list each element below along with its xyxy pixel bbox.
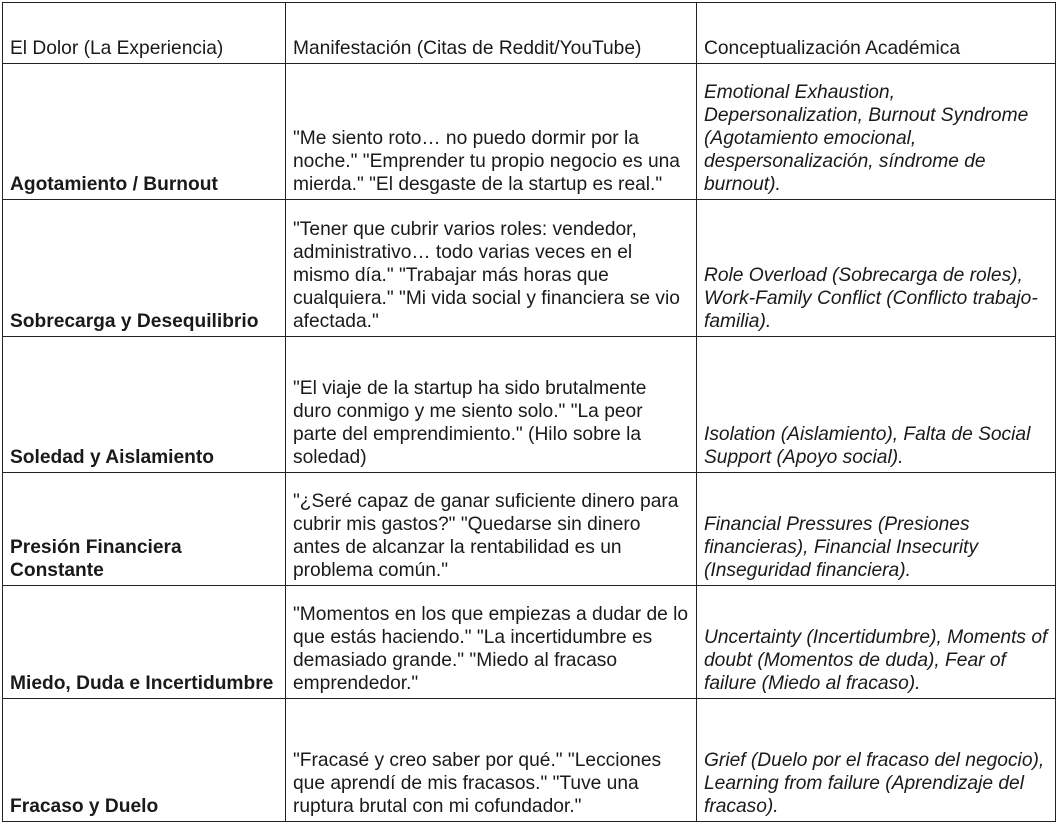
table-row: [3, 473, 1056, 586]
pain-cell: Agotamiento / Burnout: [3, 64, 286, 200]
table-header-row: [3, 3, 1056, 64]
manifestation-cell: "Me siento roto… no puedo dormir por la noche." "Emprender tu propio negocio es una mierda." "El desgaste de la startup es real.": [286, 64, 697, 200]
pain-cell: Miedo, Duda e Incertidumbre: [3, 586, 286, 699]
concept-cell: Emotional Exhaustion, Depersonalization, Burnout Syndrome (Agotamiento emocional, despersonalización, síndrome de burnout).: [697, 64, 1056, 200]
manifestation-cell: "El viaje de la startup ha sido brutalmente duro conmigo y me siento solo." "La peor parte del emprendimiento." (Hilo sobre la soledad): [286, 337, 697, 473]
concept-cell: Isolation (Aislamiento), Falta de Social Support (Apoyo social).: [697, 337, 1056, 473]
manifestation-cell: "¿Seré capaz de ganar suficiente dinero para cubrir mis gastos?" "Quedarse sin dinero antes de alcanzar la rentabilidad es un problema común.": [286, 473, 697, 586]
pain-cell: Presión Financiera Constante: [3, 473, 286, 586]
header-concept: Conceptualización Académica: [697, 3, 1056, 64]
concept-cell: Uncertainty (Incertidumbre), Moments of doubt (Momentos de duda), Fear of failure (Miedo al fracaso).: [697, 586, 1056, 699]
header-pain: El Dolor (La Experiencia): [3, 3, 286, 64]
table-row: [3, 699, 1056, 822]
table-row: [3, 64, 1056, 200]
pain-cell: Fracaso y Duelo: [3, 699, 286, 822]
concept-cell: Role Overload (Sobrecarga de roles), Work-Family Conflict (Conflicto trabajo-familia).: [697, 200, 1056, 337]
concept-cell: Financial Pressures (Presiones financieras), Financial Insecurity (Inseguridad financiera).: [697, 473, 1056, 586]
table-row: [3, 586, 1056, 699]
pain-cell: Sobrecarga y Desequilibrio: [3, 200, 286, 337]
table-row: [3, 200, 1056, 337]
pain-points-table: [2, 2, 1056, 822]
manifestation-cell: "Fracasé y creo saber por qué." "Lecciones que aprendí de mis fracasos." "Tuve una ruptura brutal con mi cofundador.": [286, 699, 697, 822]
manifestation-cell: "Momentos en los que empiezas a dudar de lo que estás haciendo." "La incertidumbre es demasiado grande." "Miedo al fracaso emprendedor.": [286, 586, 697, 699]
header-manifestation: Manifestación (Citas de Reddit/YouTube): [286, 3, 697, 64]
manifestation-cell: "Tener que cubrir varios roles: vendedor, administrativo… todo varias veces en el mismo día." "Trabajar más horas que cualquiera." "Mi vida social y financiera se vio afectada.": [286, 200, 697, 337]
table-row: [3, 337, 1056, 473]
concept-cell: Grief (Duelo por el fracaso del negocio), Learning from failure (Aprendizaje del fracaso).: [697, 699, 1056, 822]
pain-cell: Soledad y Aislamiento: [3, 337, 286, 473]
